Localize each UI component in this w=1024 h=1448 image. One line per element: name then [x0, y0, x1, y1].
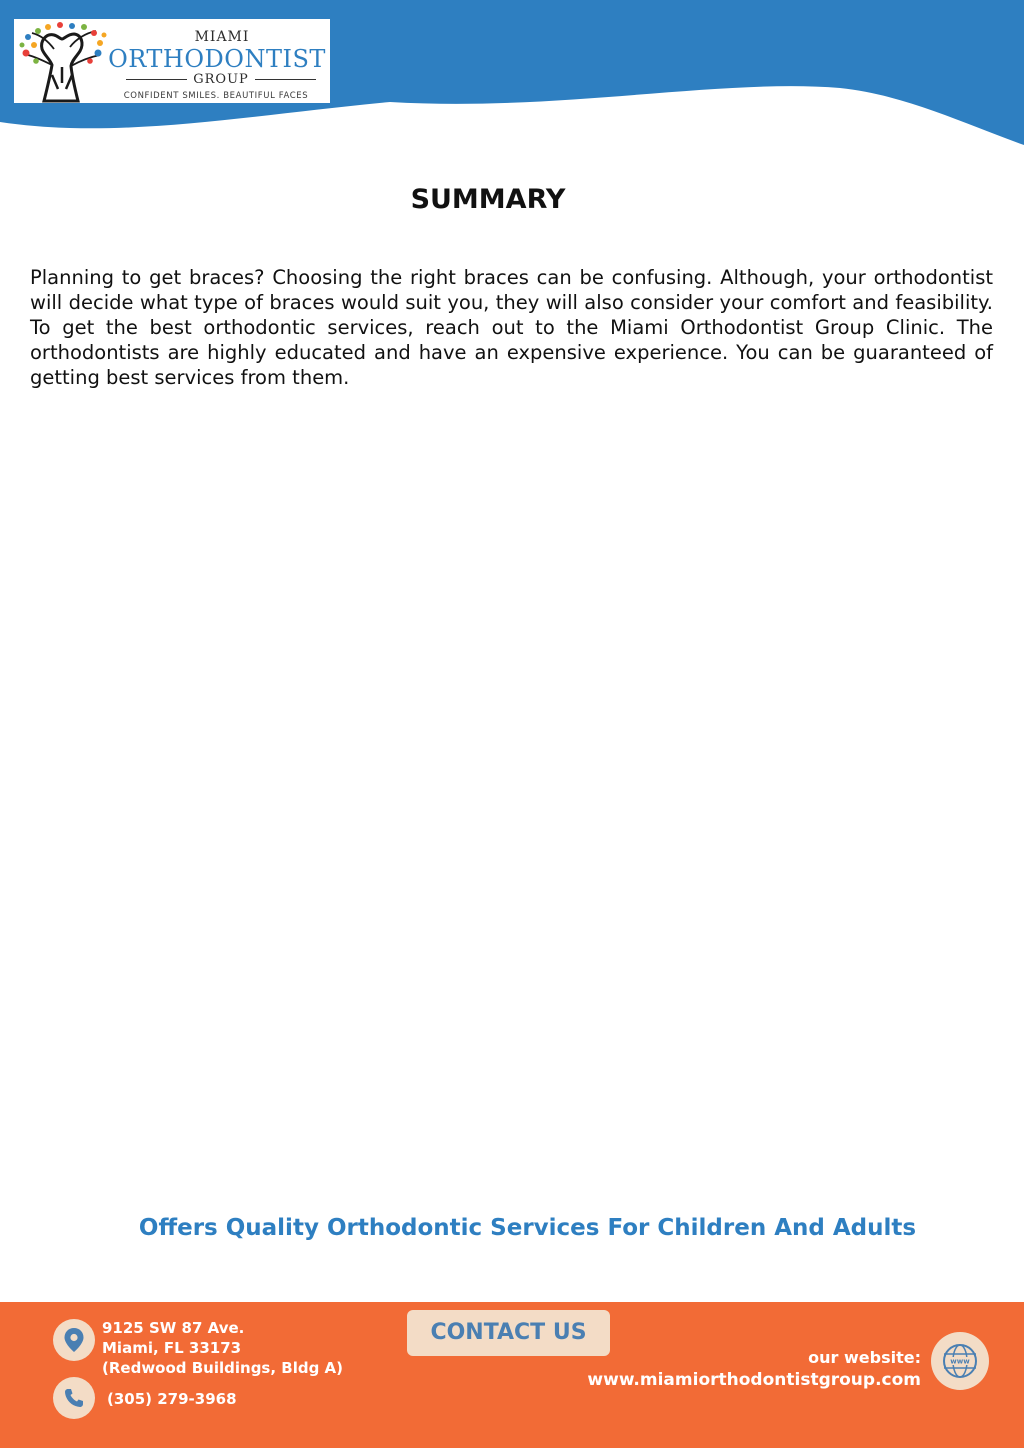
globe-icon: [941, 1342, 979, 1380]
logo-rule-right: [255, 79, 316, 80]
summary-paragraph: Planning to get braces? Choosing the right braces can be confusing. Although, your orthodontist will decide what type of braces would suit you, they will also consider your comfort and feasibility. To get the best orthodontic services, reach out to the Miami Orthodontist Group Clinic. The orthodontists are highly educated and have an expensive experience. You can be guaranteed of getting best services from them.: [30, 266, 993, 389]
svg-text:www: www: [950, 1357, 970, 1366]
logo-tagline: CONFIDENT SMILES. BEAUTIFUL FACES: [123, 91, 309, 101]
website-link[interactable]: www.miamiorthodontistgroup.com: [587, 1370, 921, 1390]
logo-line-group: GROUP: [193, 71, 249, 87]
address-line-city: Miami, FL 33173: [102, 1339, 242, 1357]
logo-line-miami: MIAMI: [194, 29, 250, 45]
contact-us-button[interactable]: CONTACT US: [407, 1310, 610, 1356]
logo-line-orthodontist: ORTHODONTIST: [108, 45, 326, 73]
tooth-tree-icon: [14, 19, 110, 103]
logo-group-row: [126, 71, 316, 87]
page-title: SUMMARY: [410, 184, 566, 215]
logo-rule-left: [126, 79, 187, 80]
phone-icon: [63, 1387, 85, 1409]
phone-number-link[interactable]: (305) 279-3968: [107, 1390, 237, 1408]
company-logo[interactable]: [14, 19, 330, 103]
globe-circle: [931, 1332, 989, 1390]
address-block: [102, 1318, 343, 1378]
services-tagline: Offers Quality Orthodontic Services For Children And Adults: [138, 1215, 917, 1241]
phone-circle: [53, 1377, 95, 1419]
location-circle: [53, 1319, 95, 1361]
location-pin-icon: [63, 1327, 85, 1353]
footer: [0, 1302, 1024, 1448]
address-line-building: (Redwood Buildings, Bldg A): [102, 1359, 344, 1377]
website-label: our website:: [808, 1348, 921, 1367]
address-line-street: 9125 SW 87 Ave.: [102, 1319, 245, 1337]
